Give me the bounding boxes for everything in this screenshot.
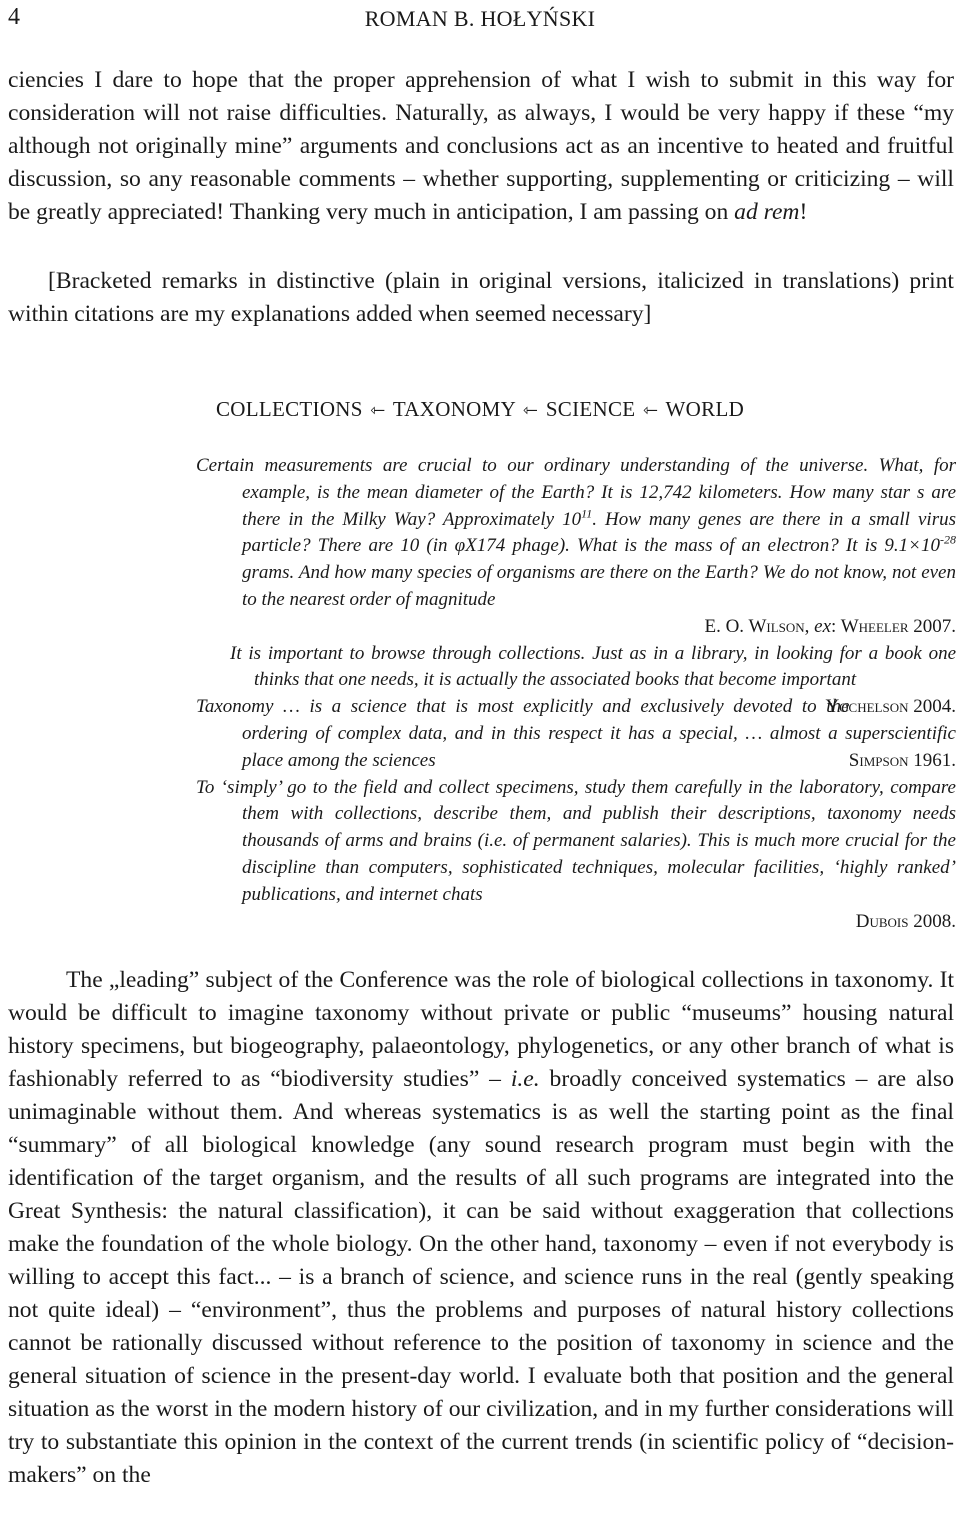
quote-yochelson-text: It is important to browse through collections. Just as in a library, in looking for a book one thinks that one needs, it is actually the associated books that become important [230, 642, 956, 691]
chain-item-science: SCIENCE [545, 397, 636, 421]
page-header [8, 4, 952, 34]
left-arrow-icon: ⇽ [370, 400, 386, 421]
left-arrow-icon: ⇽ [642, 400, 659, 421]
main-paragraph [8, 964, 954, 1492]
quote-yochelson [196, 641, 956, 718]
chain-item-world: WORLD [665, 397, 745, 421]
intro-text: ciencies I dare to hope that the proper apprehension of what I wish to submit in this way for consideration will not raise difficulties. Naturally, as always, I would be very happy if these “my although not originally mine” arguments and conclusions act as an incentive to heated and fruitful discussion, so any reasonable comments – whether supporting, supplementing or criticizing – will be greatly appreciated! Thanking very much in anticipation, I am passing on [8, 67, 954, 225]
quote-wilson-text-3: grams. And how many species of organisms are there on the Earth? We do not know, not even to the nearest order of magnitude [242, 562, 956, 610]
main-text: The „leading” subject of the Conference was the role of biological collections in taxonomy. It would be difficult to imagine taxonomy without private or public “museums” housing natural history specimens, but biogeography, palaeontology, phylogenetics, or any other branch of what is fashionably referred to as “biodiversity studies” – [8, 967, 954, 1092]
quote-dubois-text: To ‘simply’ go to the field and collect specimens, study them carefully in the laboratory, compare them with collections, describe them, and publish their descriptions, taxonomy needs thousands of arms and brains (i.e. of permanent salaries). This is much more crucial for the discipline than computers, sophisticated techniques, molecular facilities, ‘highly ranked’ publications, and internet chats [196, 776, 956, 905]
quote-dubois [196, 775, 956, 936]
intro-paragraph [8, 64, 954, 229]
chain-item-taxonomy: TAXONOMY [392, 397, 516, 421]
intro-text-end: ! [799, 199, 808, 225]
main-text-2: broadly conceived systematics – are also unimaginable without them. And whereas systematics is as well the starting point as the final “summary” of all biological knowledge (any sound research program must begin with the identification of the target organism, and the results of all such programs are integrated into the Great Synthesis: the natural classification), it can be said without exaggeration that collections make the foundation of the whole biology. On the other hand, taxonomy – even if not everybody is willing to accept this fact... – is a branch of science, and science runs in the real (gently speaking not quite ideal) – “environment”, thus the problems and purposes of natural history collections cannot be rationally discussed without reference to the position of taxonomy in science and the general situation of science in the present-day world. I evaluate both that position and the general situation as the worst in the modern history of our civilization, and in my further considerations will try to substantiate this opinion in the context of the current trends (in scientific policy of “decision-makers” on the [8, 1066, 954, 1488]
bracket-note: [Bracketed remarks in distinctive (plain in original versions, italicized in translations) print within citations are my explanations added when seemed necessary] [8, 268, 954, 327]
quote-simpson-text: Taxonomy … is a science that is most explicitly and exclusively devoted to the ordering of complex data, and in this respect it has a special, … almost a superscientific place among the sciences [196, 696, 956, 771]
left-arrow-icon: ⇽ [522, 400, 539, 421]
ie-abbreviation: i.e. [510, 1066, 540, 1092]
quote-dubois-attribution: Dubois 2008. [855, 910, 956, 932]
chain-item-collections: COLLECTIONS [215, 397, 363, 421]
concept-chain [0, 397, 960, 422]
quote-wilson-text: Certain measurements are crucial to our ordinary understanding of the universe. What, for example, is the mean diameter of the Earth? It is 12,742 kilometers. How many star s are there in the Milky Way? Approximately 10 [196, 455, 956, 530]
quote-wilson-text-2: . How many genes are there in a small virus particle? There are 10 (in φX174 phage). What is the mass of an electron? It is 9.1×10 [242, 508, 956, 557]
quote-wilson-exponent: 11 [581, 506, 593, 521]
ad-rem-phrase: ad rem [734, 199, 800, 225]
quote-wilson-exponent-2: -28 [940, 533, 956, 548]
page-number: 4 [8, 4, 20, 30]
quote-wilson-attribution: E. O. Wilson, ex: Wheeler 2007. [704, 615, 956, 637]
epigraph-quotes [196, 453, 956, 935]
quote-yochelson-attribution: Yochelson 2004. [825, 696, 956, 718]
quote-wilson [196, 453, 956, 641]
running-head: ROMAN B. HOŁYŃSKI [364, 6, 596, 31]
quote-simpson-attribution: Simpson 1961. [848, 749, 956, 771]
quote-simpson [196, 694, 956, 774]
